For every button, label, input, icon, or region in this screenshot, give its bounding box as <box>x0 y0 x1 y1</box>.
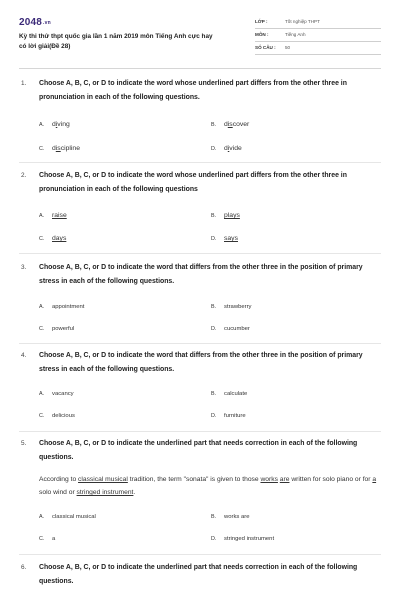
question-number: 6. <box>21 564 27 571</box>
option-letter: C. <box>39 236 45 242</box>
option-letter: A. <box>39 122 45 128</box>
option-a[interactable]: A. raise <box>39 212 67 219</box>
question-number: 4. <box>21 352 27 359</box>
option-d[interactable]: D. stringed instrument <box>211 536 275 542</box>
option-b[interactable]: B. plays <box>211 212 240 219</box>
option-c[interactable]: C. powerful <box>39 326 75 332</box>
question-prompt: Choose A, B, C, or D to indicate the underlined part that needs correction in each of the following questions. <box>39 564 358 585</box>
meta-label: SỐ CÂU : <box>255 45 276 50</box>
option-letter: A. <box>39 514 45 520</box>
option-b[interactable]: B. strawberry <box>211 304 252 310</box>
option-letter: A. <box>39 391 45 397</box>
option-letter: B. <box>211 122 217 128</box>
option-c[interactable]: C. days <box>39 235 67 242</box>
option-letter: B. <box>211 213 217 219</box>
question-separator <box>19 343 381 344</box>
option-b[interactable]: B. works are <box>211 514 250 520</box>
option-a[interactable]: A. vacancy <box>39 391 74 397</box>
meta-row-subject <box>255 29 381 42</box>
question-prompt: Choose A, B, C, or D to indicate the word whose underlined part differs from the other three in pronunciation in each of the following questions <box>39 172 347 193</box>
option-letter: A. <box>39 213 45 219</box>
meta-row-count <box>255 42 381 55</box>
meta-label: LỚP : <box>255 19 268 24</box>
option-d[interactable]: D. cucumber <box>211 326 250 332</box>
question-separator <box>19 162 381 163</box>
question-separator <box>19 431 381 432</box>
page-header <box>0 0 400 70</box>
underlined-part: are <box>279 476 290 483</box>
option-d[interactable]: D. furniture <box>211 413 246 419</box>
option-a[interactable]: A. diving <box>39 121 70 128</box>
option-letter: B. <box>211 391 217 397</box>
meta-value: 50 <box>285 45 291 50</box>
site-logo[interactable] <box>19 17 51 28</box>
question-number: 5. <box>21 440 27 447</box>
option-letter: D. <box>211 326 217 332</box>
question-prompt: Choose A, B, C, or D to indicate the underlined part that needs correction in each of the following questions. <box>39 440 358 461</box>
question-number: 3. <box>21 264 27 271</box>
underlined-part: stringed instrument <box>76 489 134 496</box>
option-c[interactable]: C. discipline <box>39 145 80 152</box>
option-c[interactable]: C. delicious <box>39 413 75 419</box>
underlined-part: classical musical <box>78 476 128 483</box>
logo-main: 2048 <box>19 17 43 28</box>
option-a[interactable]: A. classical musical <box>39 514 96 520</box>
option-b[interactable]: B. calculate <box>211 391 248 397</box>
exam-meta <box>255 16 381 55</box>
question-prompt: Choose A, B, C, or D to indicate the word whose underlined part differs from the other three in pronunciation in each of the following questions. <box>39 80 347 101</box>
question-prompt: Choose A, B, C, or D to indicate the word that differs from the other three in the position of primary stress in each of the following questions. <box>39 352 363 373</box>
meta-value: Tốt nghiệp THPT <box>285 19 320 24</box>
option-letter: D. <box>211 536 217 542</box>
question-number: 1. <box>21 80 27 87</box>
option-d[interactable]: D. says <box>211 235 238 242</box>
question-separator <box>19 554 381 555</box>
underlined-part: works <box>260 476 278 483</box>
option-letter: C. <box>39 413 45 419</box>
meta-value: Tiếng Anh <box>285 32 306 37</box>
option-letter: D. <box>211 413 217 419</box>
document-title: Kỳ thi thử thpt quốc gia lần 1 năm 2019 môn Tiếng Anh cực hay có lời giải(Đề 28) <box>19 33 213 50</box>
underlined-part: a <box>372 476 377 483</box>
option-d[interactable]: D. divide <box>211 145 242 152</box>
option-letter: C. <box>39 536 45 542</box>
option-letter: D. <box>211 236 217 242</box>
question-number: 2. <box>21 172 27 179</box>
option-c[interactable]: C. a <box>39 536 56 542</box>
meta-label: MÔN : <box>255 32 269 37</box>
question-passage: According to classical musical tradition, the term "sonata" is given to those works are written for solo piano or for a solo wind or stringed instrument. <box>39 476 377 496</box>
question-prompt: Choose A, B, C, or D to indicate the word that differs from the other three in the position of primary stress in each of the following questions. <box>39 264 363 285</box>
option-letter: B. <box>211 304 217 310</box>
header-divider <box>19 68 381 69</box>
option-b[interactable]: B. discover <box>211 121 250 128</box>
option-letter: C. <box>39 326 45 332</box>
option-letter: B. <box>211 514 217 520</box>
option-letter: D. <box>211 146 217 152</box>
question-separator <box>19 253 381 254</box>
logo-suffix: .vn <box>43 20 51 26</box>
option-letter: A. <box>39 304 45 310</box>
meta-row-class <box>255 16 381 29</box>
option-letter: C. <box>39 146 45 152</box>
option-a[interactable]: A. appointment <box>39 304 85 310</box>
